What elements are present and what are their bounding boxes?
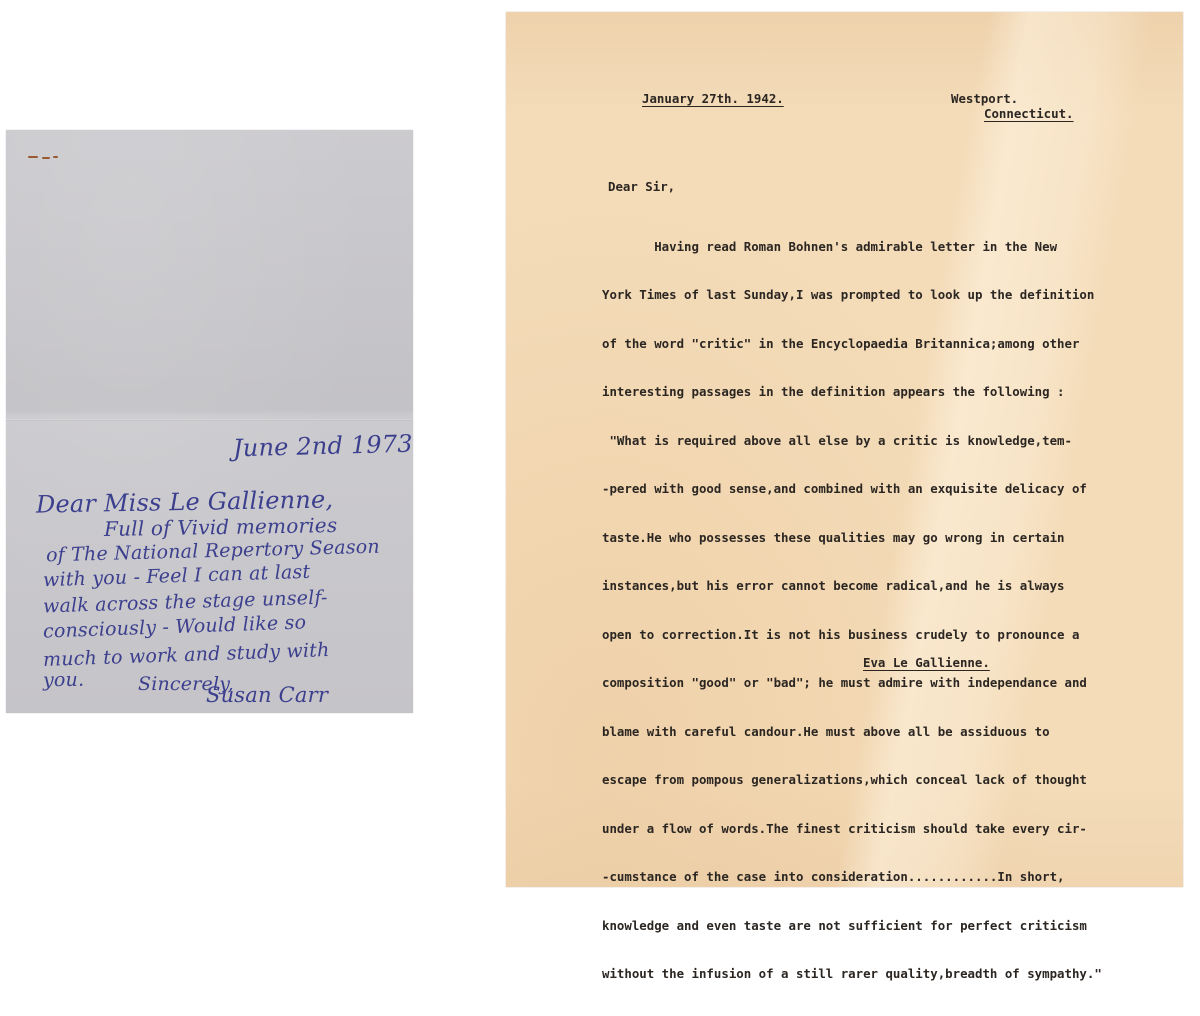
letter-body-line: instances,but his error cannot become radical,and he is always xyxy=(602,578,1065,594)
letter-body-line: without the infusion of a still rarer quality,breadth of sympathy." xyxy=(602,966,1102,982)
rust-mark xyxy=(28,156,58,159)
note-line: of The National Repertory Season xyxy=(45,535,381,567)
letter-body xyxy=(602,215,1102,1016)
fold-line xyxy=(6,419,413,421)
note-line: you. xyxy=(42,668,85,692)
letter-body-line: -pered with good sense,and combined with an exquisite delicacy of xyxy=(602,481,1087,497)
note-line: with you - Feel I can at last xyxy=(42,560,311,592)
letter-body-line: "What is required above all else by a critic is knowledge,tem- xyxy=(602,432,1072,448)
letter-body-line: open to correction.It is not his business crudely to pronounce a xyxy=(602,626,1080,642)
note-signature: Susan Carr xyxy=(206,683,329,707)
letter-body-line: -cumstance of the case into consideration............In short, xyxy=(602,869,1065,885)
letter-body-line: escape from pompous generalizations,which conceal lack of thought xyxy=(602,772,1087,788)
letter-body-line: under a flow of words.The finest criticism should take every cir- xyxy=(602,820,1087,836)
letter-body-line: knowledge and even taste are not sufficient for perfect criticism xyxy=(602,917,1087,933)
note-line: consciously - Would like so xyxy=(42,611,307,643)
letter-body-line: composition "good" or "bad"; he must admire with independance and xyxy=(602,675,1087,691)
letter-salutation: Dear Sir, xyxy=(608,179,676,194)
letter-body-line: of the word "critic" in the Encyclopaedia Britannica;among other xyxy=(602,335,1080,351)
letter-date: January 27th. 1942. xyxy=(642,91,784,106)
note-closing: Sincerely, xyxy=(138,673,234,695)
typed-letter xyxy=(506,12,1183,982)
letter-place-state: Connecticut. xyxy=(984,106,1074,121)
letter-place-city: Westport. xyxy=(951,91,1019,106)
letter-body-line: blame with careful candour.He must above all be assiduous to xyxy=(602,723,1050,739)
letter-body-line: interesting passages in the definition appears the following : xyxy=(602,384,1065,400)
note-greeting: Dear Miss Le Gallienne, xyxy=(35,485,334,519)
letter-body-line: taste.He who possesses these qualities may go wrong in certain xyxy=(602,529,1065,545)
note-line: walk across the stage unself- xyxy=(42,586,328,618)
note-date: June 2nd 1973 xyxy=(232,429,414,463)
note-line: Full of Vivid memories xyxy=(103,512,338,542)
letter-body-line: York Times of last Sunday,I was prompted to look up the definition xyxy=(602,287,1095,303)
letter-body-line: Having read Roman Bohnen's admirable letter in the New xyxy=(602,238,1058,254)
handwritten-note xyxy=(6,130,413,713)
letter-signature: Eva Le Gallienne. xyxy=(863,655,990,670)
note-line: much to work and study with xyxy=(42,639,330,671)
